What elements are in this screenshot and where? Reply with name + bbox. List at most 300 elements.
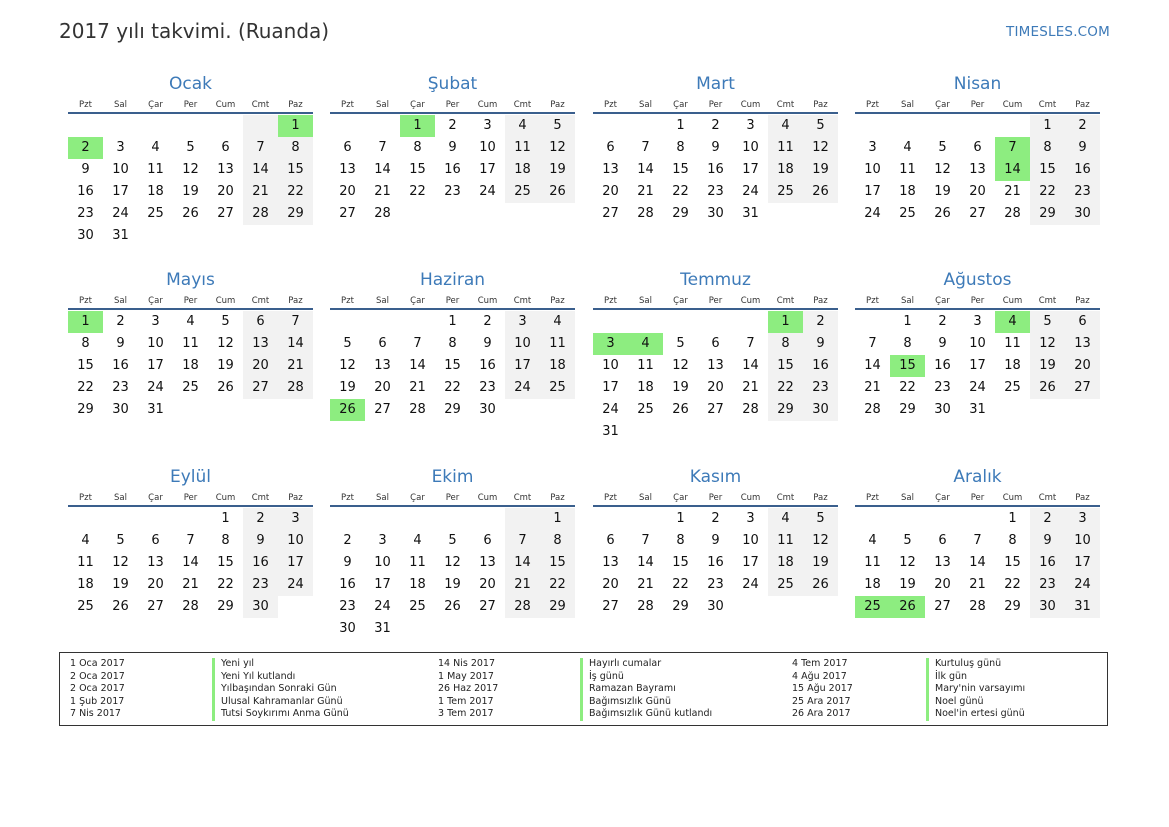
- day-cell[interactable]: 22: [444, 380, 461, 395]
- day-cell[interactable]: 22: [1004, 577, 1021, 592]
- day-cell[interactable]: 29: [444, 402, 461, 417]
- day-cell[interactable]: 13: [602, 555, 619, 570]
- day-cell[interactable]: 2: [483, 314, 492, 329]
- day-cell[interactable]: 14: [637, 555, 654, 570]
- day-cell[interactable]: 9: [243, 530, 278, 552]
- day-cell[interactable]: 4: [413, 533, 422, 548]
- day-cell[interactable]: 20: [602, 577, 619, 592]
- day-cell[interactable]: 18: [540, 355, 575, 377]
- day-cell[interactable]: 28: [864, 402, 881, 417]
- day-cell[interactable]: 18: [864, 577, 881, 592]
- day-cell[interactable]: 7: [186, 533, 195, 548]
- day-cell[interactable]: 23: [243, 574, 278, 596]
- day-cell[interactable]: 19: [803, 552, 838, 574]
- day-cell[interactable]: 9: [1065, 137, 1100, 159]
- day-cell[interactable]: 5: [938, 140, 947, 155]
- day-cell[interactable]: 16: [339, 577, 356, 592]
- day-cell[interactable]: 27: [969, 206, 986, 221]
- day-cell[interactable]: 10: [602, 358, 619, 373]
- day-cell[interactable]: 22: [672, 577, 689, 592]
- day-cell[interactable]: 7: [868, 336, 877, 351]
- day-cell[interactable]: 2: [711, 118, 720, 133]
- day-cell[interactable]: 17: [742, 162, 759, 177]
- day-cell[interactable]: 23: [1065, 181, 1100, 203]
- day-cell[interactable]: 15: [217, 555, 234, 570]
- day-cell[interactable]: 16: [934, 358, 951, 373]
- day-cell[interactable]: 25: [147, 206, 164, 221]
- day-cell[interactable]: 18: [77, 577, 94, 592]
- day-cell[interactable]: 18: [768, 159, 803, 181]
- day-cell[interactable]: 29: [768, 399, 803, 421]
- day-cell[interactable]: 13: [243, 333, 278, 355]
- day-cell[interactable]: 27: [479, 599, 496, 614]
- day-cell[interactable]: 23: [934, 380, 951, 395]
- day-cell[interactable]: 8: [676, 533, 685, 548]
- day-cell[interactable]: 29: [77, 402, 94, 417]
- day-cell[interactable]: 21: [742, 380, 759, 395]
- day-cell[interactable]: 29: [672, 206, 689, 221]
- day-cell[interactable]: 15: [77, 358, 94, 373]
- day-cell[interactable]: 13: [374, 358, 391, 373]
- day-cell[interactable]: 25: [637, 402, 654, 417]
- day-cell[interactable]: 28: [637, 206, 654, 221]
- day-cell[interactable]: 22: [1030, 181, 1065, 203]
- day-cell[interactable]: 17: [1065, 552, 1100, 574]
- day-cell[interactable]: 6: [606, 533, 615, 548]
- day-cell[interactable]: 7: [278, 311, 313, 333]
- day-cell[interactable]: 12: [672, 358, 689, 373]
- day-cell[interactable]: 22: [77, 380, 94, 395]
- day-cell[interactable]: 17: [864, 184, 881, 199]
- day-cell[interactable]: 16: [707, 162, 724, 177]
- day-cell[interactable]: 28: [969, 599, 986, 614]
- day-cell[interactable]: 26: [330, 399, 365, 421]
- day-cell[interactable]: 31: [969, 402, 986, 417]
- day-cell[interactable]: 5: [803, 115, 838, 137]
- day-cell[interactable]: 23: [707, 184, 724, 199]
- day-cell[interactable]: 8: [81, 336, 90, 351]
- day-cell[interactable]: 10: [742, 140, 759, 155]
- day-cell[interactable]: 19: [444, 577, 461, 592]
- day-cell[interactable]: 14: [969, 555, 986, 570]
- day-cell[interactable]: 20: [707, 380, 724, 395]
- day-cell[interactable]: 14: [278, 333, 313, 355]
- day-cell[interactable]: 4: [768, 508, 803, 530]
- day-cell[interactable]: 30: [112, 402, 129, 417]
- day-cell[interactable]: 12: [540, 137, 575, 159]
- day-cell[interactable]: 26: [890, 596, 925, 618]
- day-cell[interactable]: 2: [116, 314, 125, 329]
- day-cell[interactable]: 25: [505, 181, 540, 203]
- day-cell[interactable]: 27: [217, 206, 234, 221]
- day-cell[interactable]: 9: [1030, 530, 1065, 552]
- day-cell[interactable]: 23: [479, 380, 496, 395]
- day-cell[interactable]: 19: [217, 358, 234, 373]
- day-cell[interactable]: 8: [413, 140, 422, 155]
- day-cell[interactable]: 16: [479, 358, 496, 373]
- day-cell[interactable]: 25: [540, 377, 575, 399]
- day-cell[interactable]: 7: [641, 533, 650, 548]
- day-cell[interactable]: 6: [606, 140, 615, 155]
- day-cell[interactable]: 2: [711, 511, 720, 526]
- day-cell[interactable]: 20: [479, 577, 496, 592]
- day-cell[interactable]: 30: [803, 399, 838, 421]
- day-cell[interactable]: 30: [934, 402, 951, 417]
- day-cell[interactable]: 12: [182, 162, 199, 177]
- day-cell[interactable]: 26: [803, 574, 838, 596]
- day-cell[interactable]: 7: [995, 137, 1030, 159]
- day-cell[interactable]: 7: [641, 140, 650, 155]
- day-cell[interactable]: 29: [278, 203, 313, 225]
- day-cell[interactable]: 4: [81, 533, 90, 548]
- day-cell[interactable]: 8: [278, 137, 313, 159]
- day-cell[interactable]: 21: [374, 184, 391, 199]
- day-cell[interactable]: 9: [803, 333, 838, 355]
- day-cell[interactable]: 1: [221, 511, 230, 526]
- day-cell[interactable]: 30: [77, 228, 94, 243]
- day-cell[interactable]: 13: [147, 555, 164, 570]
- day-cell[interactable]: 23: [77, 206, 94, 221]
- day-cell[interactable]: 11: [409, 555, 426, 570]
- day-cell[interactable]: 21: [409, 380, 426, 395]
- day-cell[interactable]: 19: [672, 380, 689, 395]
- day-cell[interactable]: 15: [444, 358, 461, 373]
- day-cell[interactable]: 6: [151, 533, 160, 548]
- day-cell[interactable]: 12: [899, 555, 916, 570]
- day-cell[interactable]: 11: [1004, 336, 1021, 351]
- day-cell[interactable]: 3: [505, 311, 540, 333]
- day-cell[interactable]: 21: [505, 574, 540, 596]
- day-cell[interactable]: 25: [182, 380, 199, 395]
- day-cell[interactable]: 1: [448, 314, 457, 329]
- day-cell[interactable]: 26: [217, 380, 234, 395]
- day-cell[interactable]: 20: [147, 577, 164, 592]
- day-cell[interactable]: 25: [409, 599, 426, 614]
- day-cell[interactable]: 10: [374, 555, 391, 570]
- day-cell[interactable]: 7: [413, 336, 422, 351]
- day-cell[interactable]: 28: [182, 599, 199, 614]
- day-cell[interactable]: 1: [676, 118, 685, 133]
- day-cell[interactable]: 21: [1004, 184, 1021, 199]
- day-cell[interactable]: 18: [409, 577, 426, 592]
- day-cell[interactable]: 13: [707, 358, 724, 373]
- day-cell[interactable]: 26: [444, 599, 461, 614]
- day-cell[interactable]: 18: [505, 159, 540, 181]
- day-cell[interactable]: 12: [803, 137, 838, 159]
- day-cell[interactable]: 27: [374, 402, 391, 417]
- day-cell[interactable]: 9: [938, 336, 947, 351]
- day-cell[interactable]: 9: [483, 336, 492, 351]
- day-cell[interactable]: 3: [746, 511, 755, 526]
- day-cell[interactable]: 20: [339, 184, 356, 199]
- day-cell[interactable]: 30: [1065, 203, 1100, 225]
- day-cell[interactable]: 15: [672, 555, 689, 570]
- day-cell[interactable]: 28: [374, 206, 391, 221]
- day-cell[interactable]: 24: [602, 402, 619, 417]
- day-cell[interactable]: 25: [768, 181, 803, 203]
- day-cell[interactable]: 9: [343, 555, 352, 570]
- day-cell[interactable]: 12: [217, 336, 234, 351]
- day-cell[interactable]: 6: [343, 140, 352, 155]
- day-cell[interactable]: 27: [934, 599, 951, 614]
- day-cell[interactable]: 20: [934, 577, 951, 592]
- day-cell[interactable]: 18: [1004, 358, 1021, 373]
- day-cell[interactable]: 8: [768, 333, 803, 355]
- day-cell[interactable]: 16: [444, 162, 461, 177]
- day-cell[interactable]: 5: [803, 508, 838, 530]
- day-cell[interactable]: 15: [278, 159, 313, 181]
- day-cell[interactable]: 26: [112, 599, 129, 614]
- day-cell[interactable]: 13: [339, 162, 356, 177]
- day-cell[interactable]: 20: [969, 184, 986, 199]
- day-cell[interactable]: 19: [1030, 355, 1065, 377]
- day-cell[interactable]: 28: [637, 599, 654, 614]
- day-cell[interactable]: 29: [1030, 203, 1065, 225]
- day-cell[interactable]: 10: [864, 162, 881, 177]
- day-cell[interactable]: 24: [864, 206, 881, 221]
- day-cell[interactable]: 8: [1008, 533, 1017, 548]
- day-cell[interactable]: 7: [378, 140, 387, 155]
- day-cell[interactable]: 17: [278, 552, 313, 574]
- day-cell[interactable]: 29: [540, 596, 575, 618]
- day-cell[interactable]: 17: [479, 162, 496, 177]
- day-cell[interactable]: 1: [1030, 115, 1065, 137]
- day-cell[interactable]: 1: [1008, 511, 1017, 526]
- day-cell[interactable]: 13: [969, 162, 986, 177]
- day-cell[interactable]: 8: [540, 530, 575, 552]
- day-cell[interactable]: 15: [890, 355, 925, 377]
- day-cell[interactable]: 24: [147, 380, 164, 395]
- day-cell[interactable]: 25: [899, 206, 916, 221]
- day-cell[interactable]: 9: [711, 140, 720, 155]
- day-cell[interactable]: 12: [934, 162, 951, 177]
- day-cell[interactable]: 11: [637, 358, 654, 373]
- day-cell[interactable]: 21: [864, 380, 881, 395]
- day-cell[interactable]: 31: [602, 424, 619, 439]
- day-cell[interactable]: 4: [868, 533, 877, 548]
- day-cell[interactable]: 30: [479, 402, 496, 417]
- day-cell[interactable]: 6: [711, 336, 720, 351]
- day-cell[interactable]: 5: [116, 533, 125, 548]
- day-cell[interactable]: 3: [483, 118, 492, 133]
- day-cell[interactable]: 25: [855, 596, 890, 618]
- day-cell[interactable]: 15: [540, 552, 575, 574]
- day-cell[interactable]: 10: [479, 140, 496, 155]
- day-cell[interactable]: 4: [505, 115, 540, 137]
- day-cell[interactable]: 7: [243, 137, 278, 159]
- day-cell[interactable]: 27: [1065, 377, 1100, 399]
- day-cell[interactable]: 24: [374, 599, 391, 614]
- day-cell[interactable]: 26: [540, 181, 575, 203]
- day-cell[interactable]: 18: [182, 358, 199, 373]
- day-cell[interactable]: 14: [864, 358, 881, 373]
- day-cell[interactable]: 5: [903, 533, 912, 548]
- day-cell[interactable]: 5: [221, 314, 230, 329]
- day-cell[interactable]: 6: [378, 336, 387, 351]
- day-cell[interactable]: 20: [217, 184, 234, 199]
- day-cell[interactable]: 14: [182, 555, 199, 570]
- day-cell[interactable]: 11: [505, 137, 540, 159]
- day-cell[interactable]: 10: [112, 162, 129, 177]
- day-cell[interactable]: 29: [1004, 599, 1021, 614]
- day-cell[interactable]: 4: [995, 311, 1030, 333]
- day-cell[interactable]: 20: [374, 380, 391, 395]
- day-cell[interactable]: 26: [803, 181, 838, 203]
- day-cell[interactable]: 15: [1030, 159, 1065, 181]
- day-cell[interactable]: 20: [602, 184, 619, 199]
- day-cell[interactable]: 22: [899, 380, 916, 395]
- day-cell[interactable]: 10: [742, 533, 759, 548]
- day-cell[interactable]: 18: [147, 184, 164, 199]
- day-cell[interactable]: 8: [903, 336, 912, 351]
- day-cell[interactable]: 30: [1030, 596, 1065, 618]
- day-cell[interactable]: 8: [221, 533, 230, 548]
- day-cell[interactable]: 26: [1030, 377, 1065, 399]
- day-cell[interactable]: 2: [243, 508, 278, 530]
- day-cell[interactable]: 30: [339, 621, 356, 636]
- day-cell[interactable]: 23: [444, 184, 461, 199]
- day-cell[interactable]: 16: [112, 358, 129, 373]
- day-cell[interactable]: 2: [938, 314, 947, 329]
- day-cell[interactable]: 2: [803, 311, 838, 333]
- day-cell[interactable]: 28: [1004, 206, 1021, 221]
- day-cell[interactable]: 22: [278, 181, 313, 203]
- day-cell[interactable]: 23: [803, 377, 838, 399]
- day-cell[interactable]: 3: [593, 333, 628, 355]
- day-cell[interactable]: 13: [934, 555, 951, 570]
- day-cell[interactable]: 4: [186, 314, 195, 329]
- day-cell[interactable]: 28: [742, 402, 759, 417]
- day-cell[interactable]: 3: [116, 140, 125, 155]
- day-cell[interactable]: 31: [1065, 596, 1100, 618]
- day-cell[interactable]: 12: [803, 530, 838, 552]
- day-cell[interactable]: 19: [899, 577, 916, 592]
- day-cell[interactable]: 28: [278, 377, 313, 399]
- day-cell[interactable]: 31: [147, 402, 164, 417]
- day-cell[interactable]: 22: [217, 577, 234, 592]
- day-cell[interactable]: 18: [768, 552, 803, 574]
- day-cell[interactable]: 16: [1065, 159, 1100, 181]
- day-cell[interactable]: 13: [479, 555, 496, 570]
- day-cell[interactable]: 12: [1030, 333, 1065, 355]
- day-cell[interactable]: 11: [899, 162, 916, 177]
- day-cell[interactable]: 14: [637, 162, 654, 177]
- day-cell[interactable]: 3: [1065, 508, 1100, 530]
- day-cell[interactable]: 11: [768, 137, 803, 159]
- day-cell[interactable]: 30: [707, 206, 724, 221]
- day-cell[interactable]: 21: [182, 577, 199, 592]
- day-cell[interactable]: 24: [278, 574, 313, 596]
- day-cell[interactable]: 19: [540, 159, 575, 181]
- day-cell[interactable]: 17: [742, 555, 759, 570]
- day-cell[interactable]: 9: [116, 336, 125, 351]
- day-cell[interactable]: 15: [768, 355, 803, 377]
- day-cell[interactable]: 27: [243, 377, 278, 399]
- day-cell[interactable]: 1: [768, 311, 803, 333]
- day-cell[interactable]: 24: [1065, 574, 1100, 596]
- day-cell[interactable]: 14: [995, 159, 1030, 181]
- day-cell[interactable]: 1: [278, 115, 313, 137]
- day-cell[interactable]: 5: [448, 533, 457, 548]
- day-cell[interactable]: 19: [803, 159, 838, 181]
- day-cell[interactable]: 12: [112, 555, 129, 570]
- brand-link[interactable]: TIMESLES.COM: [1006, 24, 1110, 40]
- day-cell[interactable]: 1: [400, 115, 435, 137]
- day-cell[interactable]: 22: [409, 184, 426, 199]
- day-cell[interactable]: 6: [938, 533, 947, 548]
- day-cell[interactable]: 14: [505, 552, 540, 574]
- day-cell[interactable]: 11: [147, 162, 164, 177]
- day-cell[interactable]: 6: [243, 311, 278, 333]
- day-cell[interactable]: 15: [672, 162, 689, 177]
- day-cell[interactable]: 27: [147, 599, 164, 614]
- day-cell[interactable]: 19: [182, 184, 199, 199]
- day-cell[interactable]: 24: [742, 577, 759, 592]
- day-cell[interactable]: 13: [1065, 333, 1100, 355]
- day-cell[interactable]: 10: [505, 333, 540, 355]
- day-cell[interactable]: 4: [151, 140, 160, 155]
- day-cell[interactable]: 24: [969, 380, 986, 395]
- day-cell[interactable]: 21: [637, 184, 654, 199]
- day-cell[interactable]: 5: [1030, 311, 1065, 333]
- day-cell[interactable]: 20: [1065, 355, 1100, 377]
- day-cell[interactable]: 29: [672, 599, 689, 614]
- day-cell[interactable]: 14: [742, 358, 759, 373]
- day-cell[interactable]: 4: [768, 115, 803, 137]
- day-cell[interactable]: 17: [505, 355, 540, 377]
- day-cell[interactable]: 3: [378, 533, 387, 548]
- day-cell[interactable]: 27: [602, 599, 619, 614]
- day-cell[interactable]: 2: [1065, 115, 1100, 137]
- day-cell[interactable]: 2: [343, 533, 352, 548]
- day-cell[interactable]: 15: [409, 162, 426, 177]
- day-cell[interactable]: 19: [339, 380, 356, 395]
- day-cell[interactable]: 3: [278, 508, 313, 530]
- day-cell[interactable]: 11: [77, 555, 94, 570]
- day-cell[interactable]: 28: [409, 402, 426, 417]
- day-cell[interactable]: 5: [540, 115, 575, 137]
- day-cell[interactable]: 11: [864, 555, 881, 570]
- day-cell[interactable]: 11: [182, 336, 199, 351]
- day-cell[interactable]: 26: [672, 402, 689, 417]
- day-cell[interactable]: 17: [969, 358, 986, 373]
- day-cell[interactable]: 7: [505, 530, 540, 552]
- day-cell[interactable]: 3: [746, 118, 755, 133]
- day-cell[interactable]: 22: [540, 574, 575, 596]
- day-cell[interactable]: 19: [112, 577, 129, 592]
- day-cell[interactable]: 16: [707, 555, 724, 570]
- day-cell[interactable]: 9: [711, 533, 720, 548]
- day-cell[interactable]: 31: [374, 621, 391, 636]
- day-cell[interactable]: 21: [278, 355, 313, 377]
- day-cell[interactable]: 30: [707, 599, 724, 614]
- day-cell[interactable]: 23: [1030, 574, 1065, 596]
- day-cell[interactable]: 12: [339, 358, 356, 373]
- day-cell[interactable]: 18: [899, 184, 916, 199]
- day-cell[interactable]: 23: [112, 380, 129, 395]
- day-cell[interactable]: 2: [68, 137, 103, 159]
- day-cell[interactable]: 21: [243, 181, 278, 203]
- day-cell[interactable]: 8: [1030, 137, 1065, 159]
- day-cell[interactable]: 8: [676, 140, 685, 155]
- day-cell[interactable]: 28: [243, 203, 278, 225]
- day-cell[interactable]: 8: [448, 336, 457, 351]
- day-cell[interactable]: 29: [899, 402, 916, 417]
- day-cell[interactable]: 13: [602, 162, 619, 177]
- day-cell[interactable]: 9: [448, 140, 457, 155]
- day-cell[interactable]: 10: [278, 530, 313, 552]
- day-cell[interactable]: 28: [505, 596, 540, 618]
